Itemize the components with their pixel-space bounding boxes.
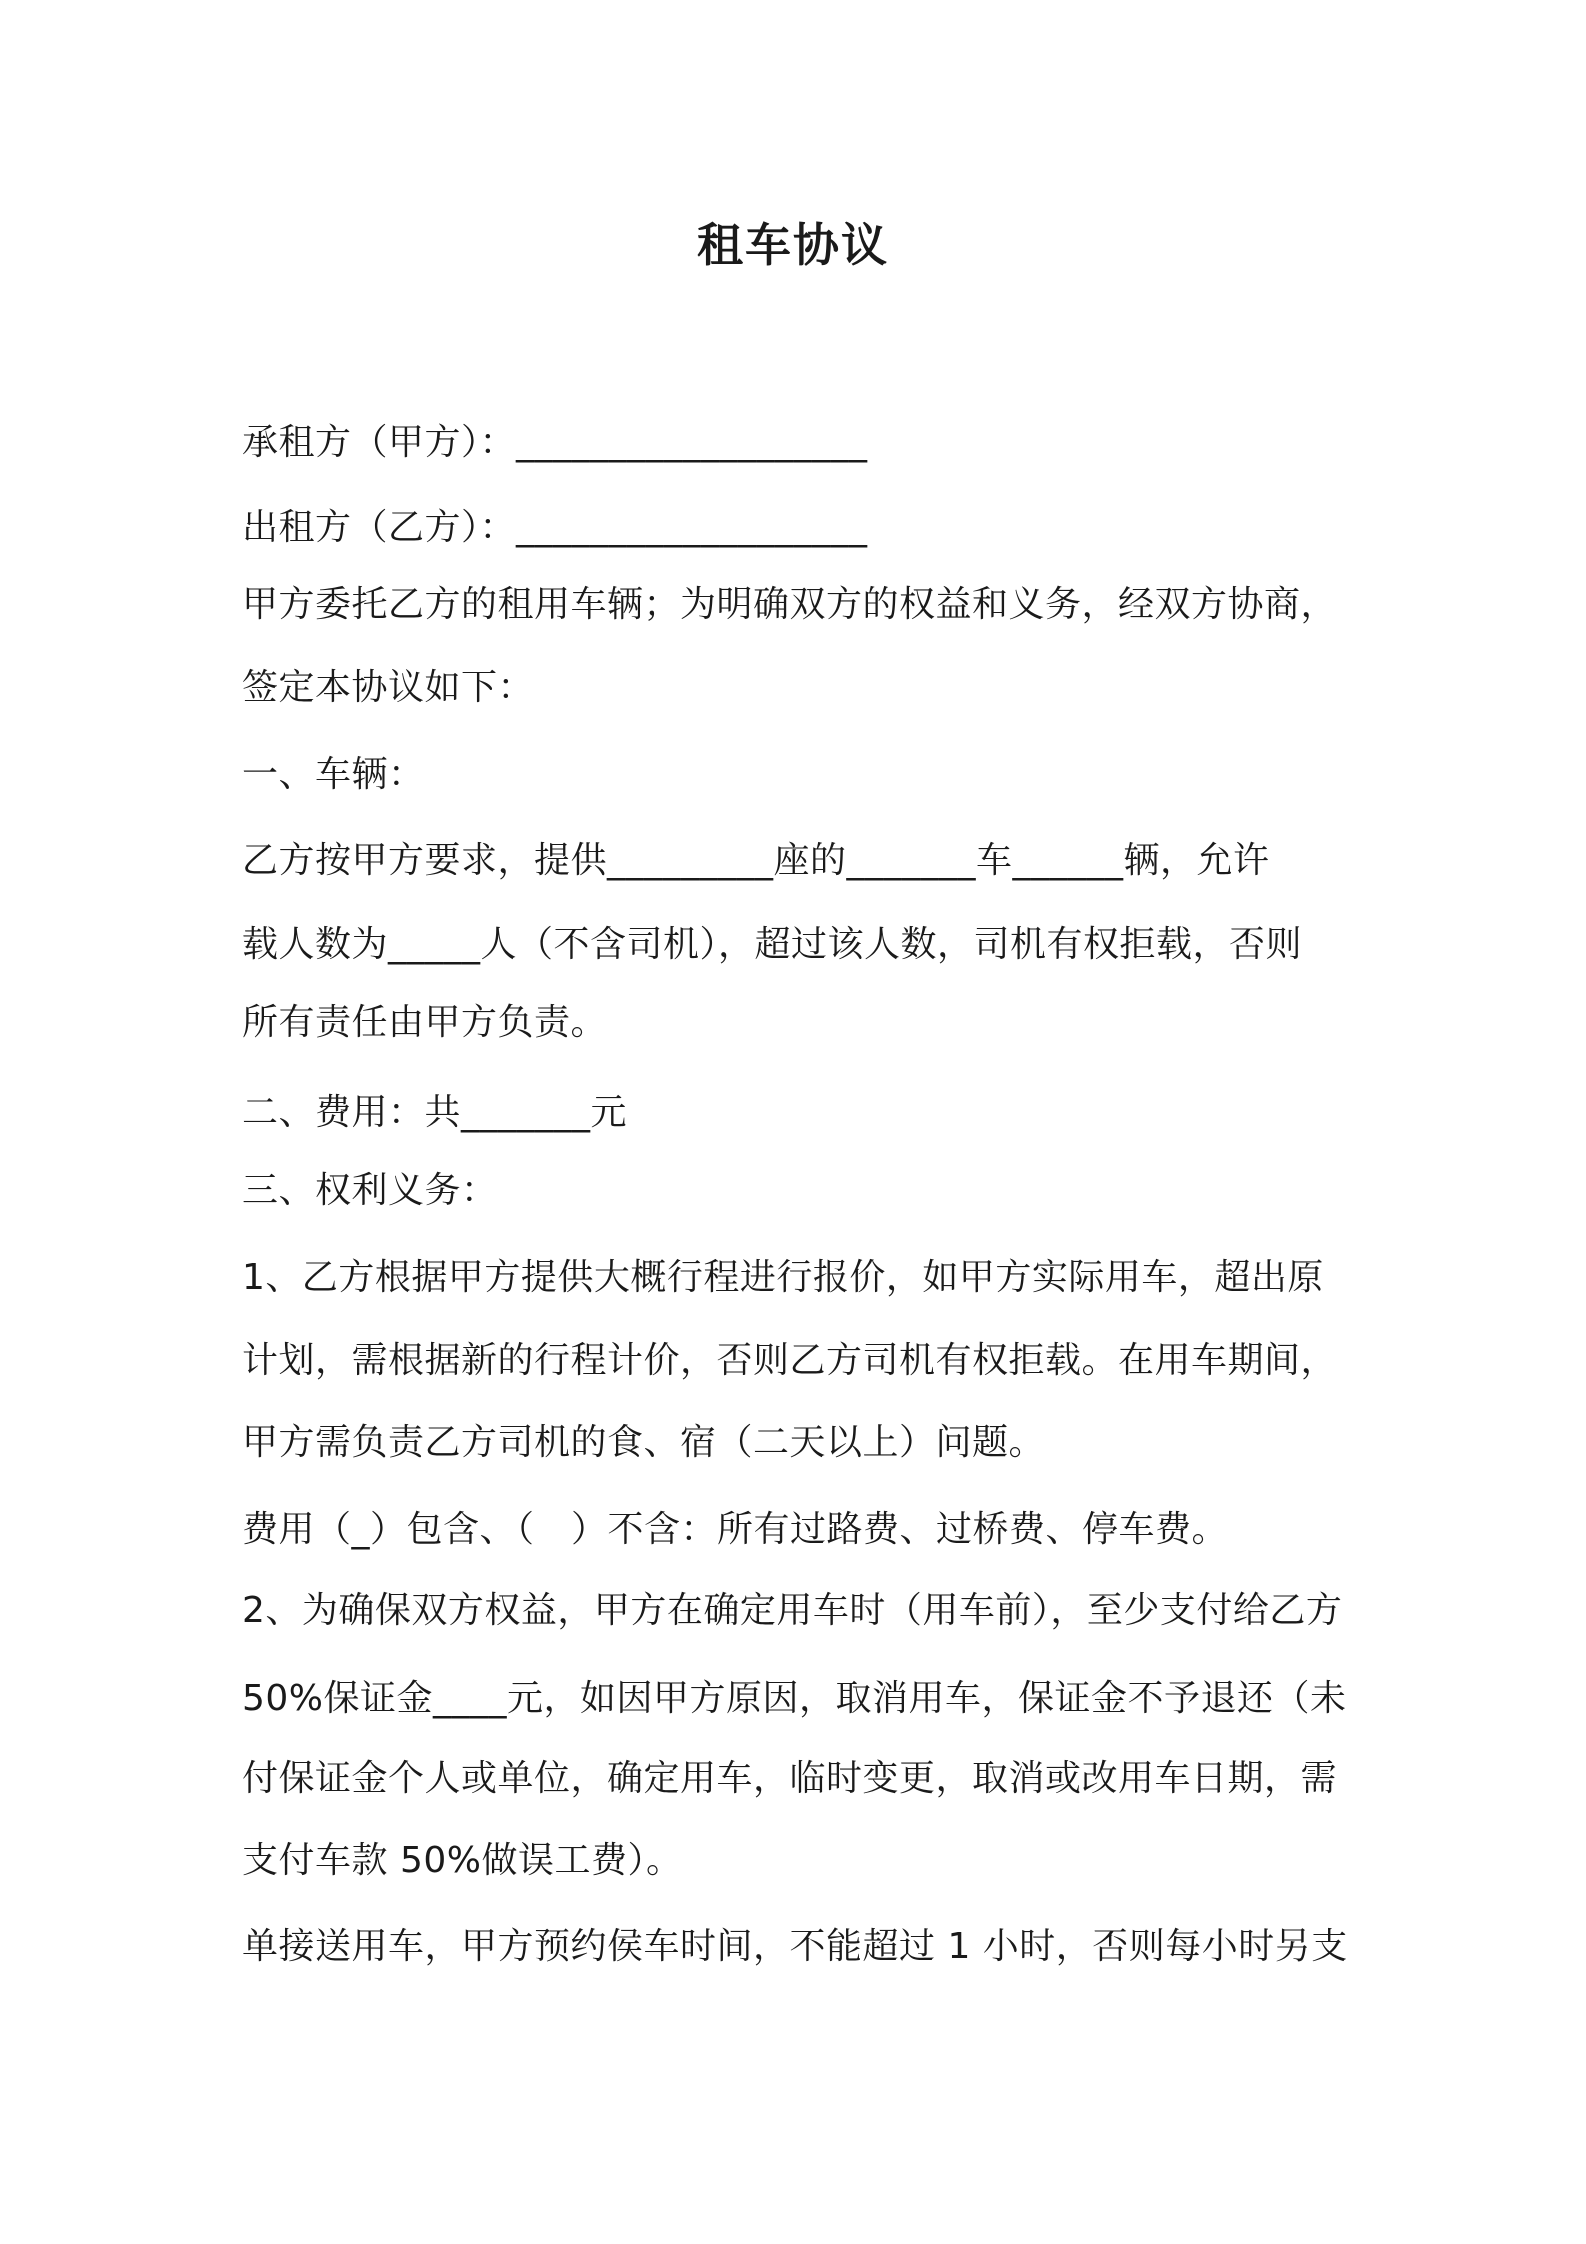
lessor-party-b-line: 出租方（乙方）：___________________ [242,507,868,548]
body-text-line: 签定本协议如下： [242,667,535,708]
body-text-line: 1、乙方根据甲方提供大概行程进行报价，如甲方实际用车，超出原 [242,1257,1324,1298]
body-text-line: 付保证金个人或单位，确定用车，临时变更，取消或改用车日期，需 [242,1758,1338,1799]
body-text-line: 甲方需负责乙方司机的食、宿（二天以上）问题。 [242,1422,1046,1463]
lessee-party-a-line: 承租方（甲方）：___________________ [242,422,868,463]
body-text-line: 所有责任由甲方负责。 [242,1002,608,1043]
body-text-line: 计划，需根据新的行程计价，否则乙方司机有权拒载。在用车期间， [242,1340,1338,1381]
body-text-line: 支付车款 50%做误工费）。 [242,1840,683,1881]
body-text-line: 乙方按甲方要求，提供_________座的_______车______辆，允许 [242,840,1270,881]
section-heading-rights: 三、权利义务： [242,1170,498,1211]
body-text-line: 费用（_）包含、（ ）不含：所有过路费、过桥费、停车费。 [242,1509,1229,1550]
section-heading-vehicle: 一、车辆： [242,754,425,795]
document-title: 租车协议 [697,218,889,272]
body-text-line: 载人数为_____人（不含司机），超过该人数，司机有权拒载，否则 [242,924,1303,965]
body-text-line: 单接送用车，甲方预约侯车时间，不能超过 1 小时，否则每小时另支 [242,1926,1348,1967]
body-text-line: 50%保证金____元，如因甲方原因，取消用车，保证金不予退还（未 [242,1678,1347,1719]
section-heading-fees: 二、费用：共_______元 [242,1092,628,1133]
body-text-line: 2、为确保双方权益，甲方在确定用车时（用车前），至少支付给乙方 [242,1590,1343,1631]
body-text-line: 甲方委托乙方的租用车辆；为明确双方的权益和义务，经双方协商， [242,584,1338,625]
